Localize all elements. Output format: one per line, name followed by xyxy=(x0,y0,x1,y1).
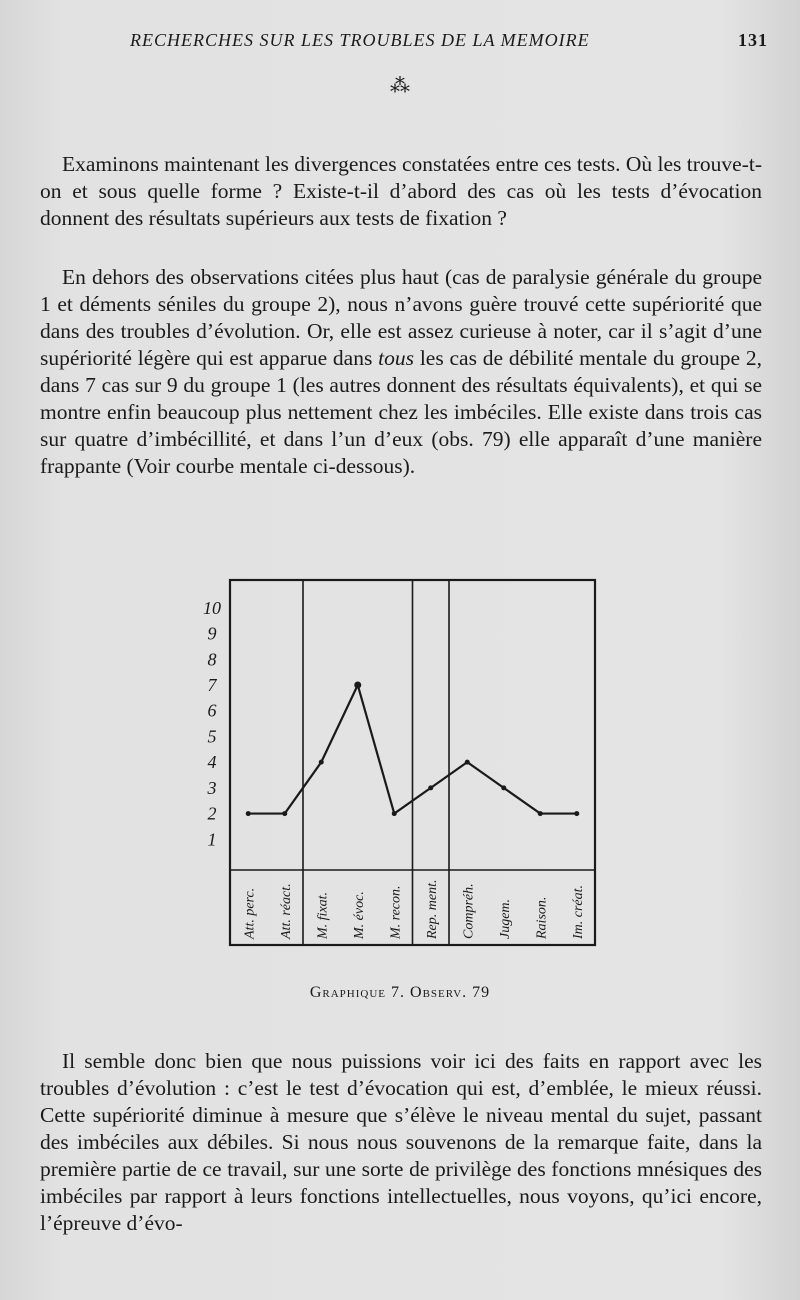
paragraph-2-part-2: les cas de débilité mentale du groupe 2, dans 7 cas sur 9 du groupe 1 (les autres donnent des résultats équivalents), et qui se montre enfin beaucoup plus nettement chez les imbéciles. Elle existe dans trois cas sur quatre d’imbécillité, et dans l’un d’eux (obs. 79) elle apparaît d’une manière frappante (Voir courbe mentale ci-dessous). xyxy=(40,346,763,478)
paragraph-1: Examinons maintenant les divergences constatées entre ces tests. Où les trouve-t-on et sous quelle forme ? Existe-t-il d’abord des cas où les tests d’évocation donnent des résultats supérieurs aux tests de fixation ? xyxy=(40,152,762,230)
y-tick-label: 8 xyxy=(207,649,217,670)
y-tick-label: 3 xyxy=(207,777,217,798)
data-point xyxy=(501,785,506,790)
category-label: Raison. xyxy=(534,896,550,939)
y-tick-label: 7 xyxy=(207,675,217,695)
y-tick-label: 6 xyxy=(207,700,217,721)
mental-curve-chart xyxy=(175,575,615,955)
running-header xyxy=(60,30,768,56)
data-point xyxy=(319,760,324,765)
category-label: M. évoc. xyxy=(351,891,367,939)
running-title: RECHERCHES SUR LES TROUBLES DE LA MEMOIRE xyxy=(130,30,590,50)
data-point xyxy=(282,811,287,816)
paragraph-3: Il semble donc bien que nous puissions voir ici des faits en rapport avec les troubles d’évolution : c’est le test d’évocation qui est, d’emblée, le mieux réussi. Cette supériorité diminue à mesure que s’élève le niveau mental du sujet, passant des imbéciles aux débiles. Si nous nous souvenons de la remarque faite, dans la première partie de ce travail, sur une sorte de privilège des fonctions mnésiques des imbéciles par rapport à leurs fonctions intellectuelles, nous voyons, qu’ici encore, l’épreuve d’évo- xyxy=(40,1049,762,1235)
page-number: 131 xyxy=(738,30,768,50)
category-label: Att. perc. xyxy=(242,887,258,939)
paragraph-2 xyxy=(40,264,762,480)
figure-caption: Graphique 7. Observ. 79 xyxy=(309,984,491,1001)
data-point xyxy=(392,811,397,816)
y-tick-label: 10 xyxy=(203,597,221,618)
y-tick-label: 9 xyxy=(207,623,217,644)
category-label: M. fixat. xyxy=(315,891,331,939)
data-point xyxy=(574,811,579,816)
category-label: Att. réact. xyxy=(278,883,294,939)
data-point xyxy=(538,811,543,816)
y-tick-label: 4 xyxy=(207,752,217,773)
category-label: M. recon. xyxy=(388,885,404,939)
category-label: Rep. ment. xyxy=(424,879,440,939)
data-point xyxy=(354,682,361,689)
section-separator: ⁂ xyxy=(390,73,410,97)
data-point xyxy=(465,760,470,765)
y-tick-label: 1 xyxy=(207,829,217,850)
paragraph-2-part-1: En dehors des observations citées plus haut (cas de paralysie générale du groupe 1 et déments séniles du groupe 2), nous n’avons guère trouvé cette supériorité que dans des troubles d’évolution. Or, elle est assez curieuse à noter, car il s’agit d’une supériorité légère qui est apparue dans xyxy=(40,265,762,370)
paragraph-2-emphasis: tous xyxy=(378,346,414,370)
category-label: Compréh. xyxy=(461,883,477,939)
y-tick-label: 5 xyxy=(207,726,217,747)
y-tick-label: 2 xyxy=(207,803,217,824)
data-point xyxy=(428,785,433,790)
category-label: Jugem. xyxy=(497,898,513,939)
category-label: Im. créat. xyxy=(570,884,586,939)
data-point xyxy=(246,811,251,816)
